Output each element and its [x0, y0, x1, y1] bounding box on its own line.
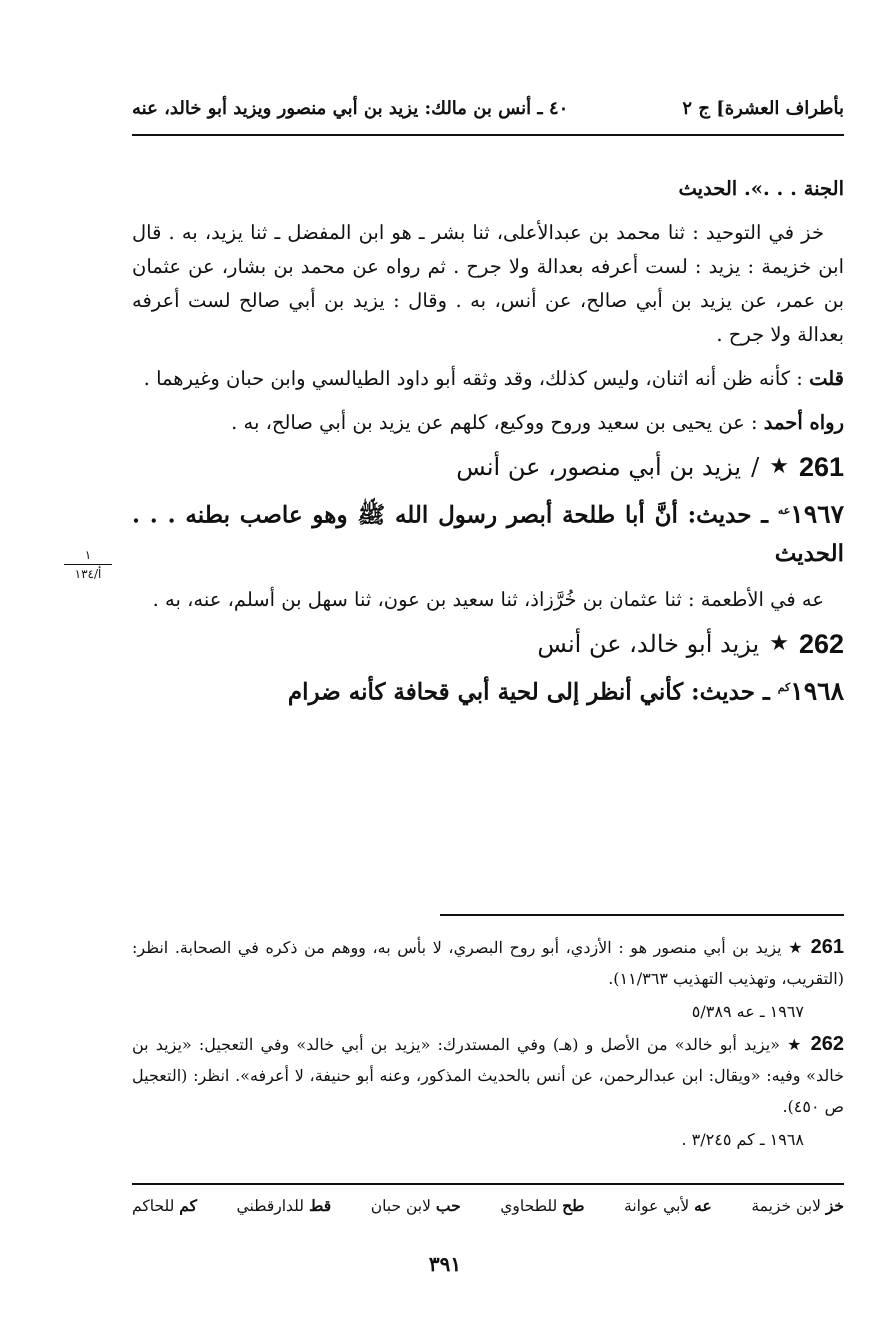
abbreviation-code: قط [308, 1196, 332, 1215]
comment-text: : كأنه ظن أنه اثنان، وليس كذلك، وقد وثقه أبو داود الطيالسي وابن حبان وغيرهما . [143, 367, 803, 390]
paragraph-awana: عه في الأطعمة : ثنا عثمان بن خُرَّزاذ، ثنا سعيد بن عون، ثنا سهل بن أسلم، عنه، به . [152, 587, 824, 611]
abbreviation-name: لأبي عوانة [624, 1197, 690, 1215]
abbreviation-name: للطحاوي [500, 1197, 558, 1215]
paragraph-takhrij: خز في التوحيد : ثنا محمد بن عبدالأعلى، ثنا بشر ـ هو ابن المفضل ـ ثنا يزيد، به . قال ابن خزيمة : يزيد : لست أعرفه بعدالة ولا جرح . ثم رواه عن محمد بن بشار، عن عثمان بن عمر، عن يزيد بن أبي صالح، عن أنس، به . وقال : يزيد بن أبي صالح لست أعرفه بعدالة ولا جرح . [132, 221, 844, 346]
comment-label: قلت [809, 367, 844, 390]
abbreviation-name: للدارقطني [236, 1197, 305, 1215]
abbreviation-code: حب [435, 1196, 461, 1215]
star-icon: ★ [769, 454, 789, 479]
abbreviation-code: عه [694, 1196, 712, 1215]
abbreviations-key [132, 1196, 844, 1215]
star-icon: ★ [769, 630, 789, 656]
ahmad-label: رواه أحمد [763, 411, 844, 434]
hadith-text: ـ حديث: أنَّ أبا طلحة أبصر رسول الله ﷺ وهو عاصب بطنه . . . الحديث [132, 501, 844, 567]
footnote-number: 262 [810, 1033, 845, 1055]
abbreviation-item [500, 1196, 584, 1215]
footnote-262 [132, 1029, 844, 1122]
running-header [132, 88, 844, 128]
abbreviation-item [237, 1196, 332, 1215]
entry-title: يزيد أبو خالد، عن أنس [537, 629, 760, 658]
abbreviation-code: خز [825, 1196, 844, 1215]
star-icon: ★ [787, 1035, 804, 1054]
header-chapter-subject: : يزيد بن أبي منصور ويزيد أبو خالد، عنه [132, 97, 432, 119]
entry-heading-262 [132, 627, 844, 661]
footnotes [132, 932, 844, 1157]
page-number: ٣٩١ [428, 1252, 462, 1276]
abbreviation-item [371, 1196, 461, 1215]
hadith-text: ـ حديث: كأني أنظر إلى لحية أبي قحافة كأنه ضرام [287, 678, 770, 706]
abbreviation-name: لابن خزيمة [751, 1197, 821, 1215]
abbreviation-name: لابن حبان [370, 1197, 431, 1215]
header-volume: بأطراف العشرة] ج ٢ [682, 97, 844, 119]
footnote-ref-1967: ١٩٦٧ ـ عه ٥/٣٨٩ [691, 1002, 804, 1021]
folio-top: ١ [84, 548, 92, 562]
main-text [132, 172, 844, 721]
hadith-source-mark: عه [777, 504, 791, 517]
footnote-261 [132, 932, 844, 994]
abbreviation-item [624, 1196, 712, 1215]
hadith-1967 [132, 492, 844, 573]
footnote-number: 261 [810, 936, 845, 958]
hadith-number: ١٩٦٧ [790, 499, 844, 529]
hadith-number: ١٩٦٨ [790, 676, 844, 706]
abbreviations-rule [132, 1183, 844, 1185]
manuscript-folio-note [60, 548, 116, 581]
footnote-text: يزيد بن أبي منصور هو : الأزدي، أبو روح البصري، لا بأس به، ووهم من ذكره في الصحابة. انظر: (التقريب، وتهذيب التهذيب ١١/٣٦٣). [132, 938, 844, 988]
paragraph-comment [132, 362, 844, 396]
hadith-source-mark: كم [777, 680, 791, 694]
footnote-rule [440, 914, 844, 916]
footnote-ref-1968: ١٩٦٨ ـ كم ٣/٢٤٥ . [681, 1130, 804, 1149]
header-chapter [132, 98, 568, 119]
abbreviation-code: كم [179, 1196, 197, 1215]
abbreviation-name: للحاكم [132, 1197, 175, 1215]
header-chapter-number: ٤٠ ـ [537, 97, 569, 119]
abbreviation-item [751, 1196, 844, 1215]
abbreviation-code: طح [562, 1196, 585, 1215]
folio-bottom: أ/١٣٤ [74, 567, 102, 581]
footnote-text: «يزيد أبو خالد» من الأصل و (هـ) وفي المستدرك: «يزيد بن أبي خالد» وفي التعجيل: «يزيد بن خالد» وفيه: «ويقال: ابن عبدالرحمن، عن أنس بالحديث المذكور، وعنه أبو حنيفة، لا أعرفه». انظر: (التعجيل ص ٤٥٠). [132, 1035, 845, 1116]
hadith-1968 [132, 669, 844, 712]
entry-number: 262 [798, 628, 844, 659]
star-icon: ★ [788, 938, 805, 957]
header-chapter-name: أنس بن مالك [431, 97, 532, 119]
entry-title: يزيد بن أبي منصور، عن أنس [456, 453, 742, 481]
paragraph-ahmad [132, 406, 844, 440]
paragraph-continuation: الجنة . . .». الحديث [678, 177, 844, 200]
ahmad-text: : عن يحيى بن سعيد وروح ووكيع، كلهم عن يزيد بن أبي صالح، به . [231, 411, 758, 434]
entry-number: 261 [798, 452, 844, 482]
entry-heading-261 [132, 450, 844, 484]
entry-slash: / [751, 453, 760, 481]
folio-divider [64, 564, 112, 565]
header-rule [132, 134, 844, 136]
abbreviation-item [132, 1196, 197, 1215]
